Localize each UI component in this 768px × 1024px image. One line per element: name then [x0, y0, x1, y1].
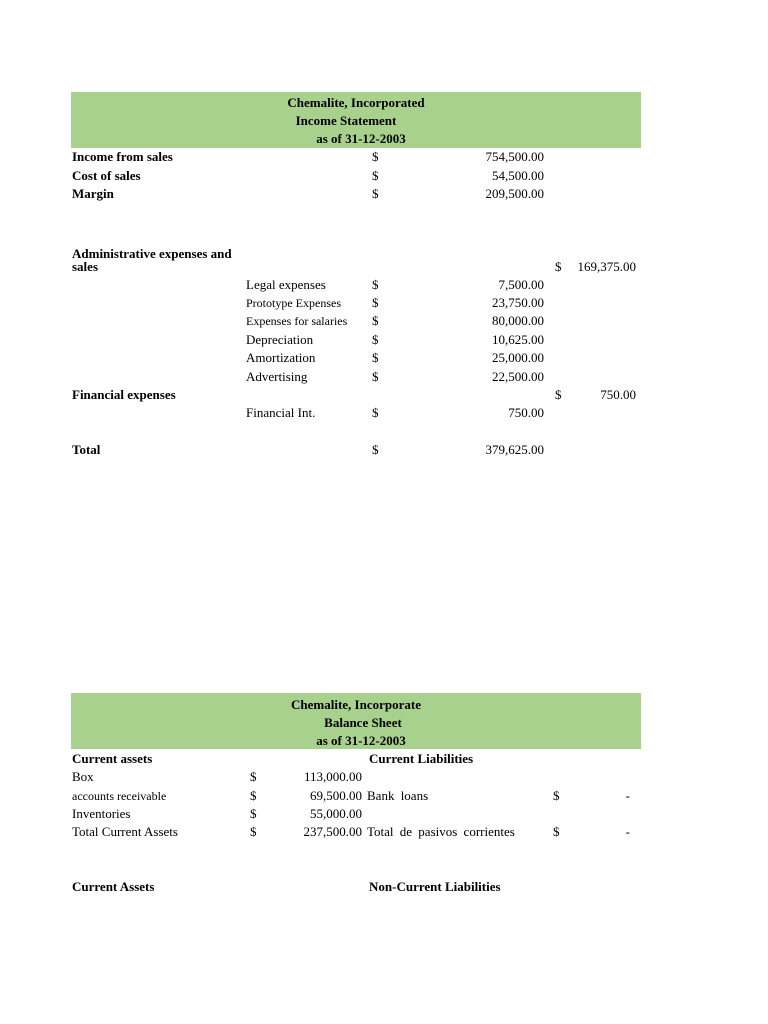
currency-financial-int: $ [372, 405, 379, 420]
currency-margin: $ [372, 186, 379, 201]
label-advertising: Advertising [246, 369, 308, 384]
label-total-current-liabilities: Total de pasivos corrientes [367, 824, 515, 839]
heading-current-liabilities: Current Liabilities [369, 751, 474, 766]
currency-expenses-for-salaries: $ [372, 313, 379, 328]
label-income-from-sales: Income from sales [72, 149, 173, 164]
amount-admin-total: 169,375.00 [577, 259, 636, 274]
amount-bank-loans: - [625, 788, 630, 803]
label-accounts-receivable: accounts receivable [72, 789, 167, 803]
currency-admin-total: $ [555, 259, 562, 274]
label-expenses-for-salaries: Expenses for salaries [246, 314, 348, 328]
label-administrative-expenses: Administrative expenses and sales [72, 246, 232, 274]
label-bank-loans: Bank loans [367, 788, 429, 803]
amount-amortization: 25,000.00 [492, 350, 544, 365]
currency-income-from-sales: $ [372, 149, 379, 164]
income-title: Income Statement [295, 113, 397, 128]
label-total: Total [72, 442, 101, 457]
amount-total: 379,625.00 [485, 442, 544, 457]
currency-total: $ [372, 442, 379, 457]
currency-financial-total: $ [555, 387, 562, 402]
currency-cost-of-sales: $ [372, 168, 379, 183]
balance-company-name: Chemalite, Incorporate [291, 697, 421, 712]
currency-accounts-receivable: $ [250, 788, 257, 803]
amount-income-from-sales: 754,500.00 [485, 149, 544, 164]
amount-prototype-expenses: 23,750.00 [492, 295, 544, 310]
amount-depreciation: 10,625.00 [492, 332, 544, 347]
currency-prototype-expenses: $ [372, 295, 379, 310]
currency-depreciation: $ [372, 332, 379, 347]
balance-title: Balance Sheet [324, 715, 402, 730]
label-financial-int: Financial Int. [246, 405, 316, 420]
amount-financial-int: 750.00 [508, 405, 544, 420]
balance-date: as of 31-12-2003 [316, 733, 406, 748]
currency-inventories: $ [250, 806, 257, 821]
label-inventories: Inventories [72, 806, 131, 821]
amount-margin: 209,500.00 [485, 186, 544, 201]
amount-box: 113,000.00 [303, 769, 362, 784]
currency-bank-loans: $ [553, 788, 560, 803]
amount-total-current-liabilities: - [625, 824, 630, 839]
amount-legal-expenses: 7,500.00 [498, 277, 544, 292]
heading-non-current-assets: Current Assets [72, 879, 155, 894]
currency-total-current-liabilities: $ [553, 824, 560, 839]
label-total-current-assets: Total Current Assets [72, 824, 178, 839]
amount-financial-total: 750.00 [600, 387, 636, 402]
currency-amortization: $ [372, 350, 379, 365]
label-legal-expenses: Legal expenses [246, 277, 326, 292]
currency-box: $ [250, 769, 257, 784]
income-company-name: Chemalite, Incorporated [287, 95, 425, 110]
label-amortization: Amortization [246, 350, 316, 365]
amount-cost-of-sales: 54,500.00 [492, 168, 544, 183]
label-financial-expenses: Financial expenses [72, 387, 176, 402]
amount-total-current-assets: 237,500.00 [303, 824, 362, 839]
amount-expenses-for-salaries: 80,000.00 [492, 313, 544, 328]
label-box: Box [72, 769, 94, 784]
currency-legal-expenses: $ [372, 277, 379, 292]
label-prototype-expenses: Prototype Expenses [246, 296, 341, 310]
label-margin: Margin [72, 186, 114, 201]
currency-total-current-assets: $ [250, 824, 257, 839]
amount-advertising: 22,500.00 [492, 369, 544, 384]
amount-inventories: 55,000.00 [310, 806, 362, 821]
label-depreciation: Depreciation [246, 332, 314, 347]
heading-current-assets: Current assets [72, 751, 153, 766]
heading-non-current-liabilities: Non-Current Liabilities [369, 879, 501, 894]
income-date: as of 31-12-2003 [316, 131, 406, 146]
label-cost-of-sales: Cost of sales [72, 168, 141, 183]
currency-advertising: $ [372, 369, 379, 384]
amount-accounts-receivable: 69,500.00 [310, 788, 362, 803]
